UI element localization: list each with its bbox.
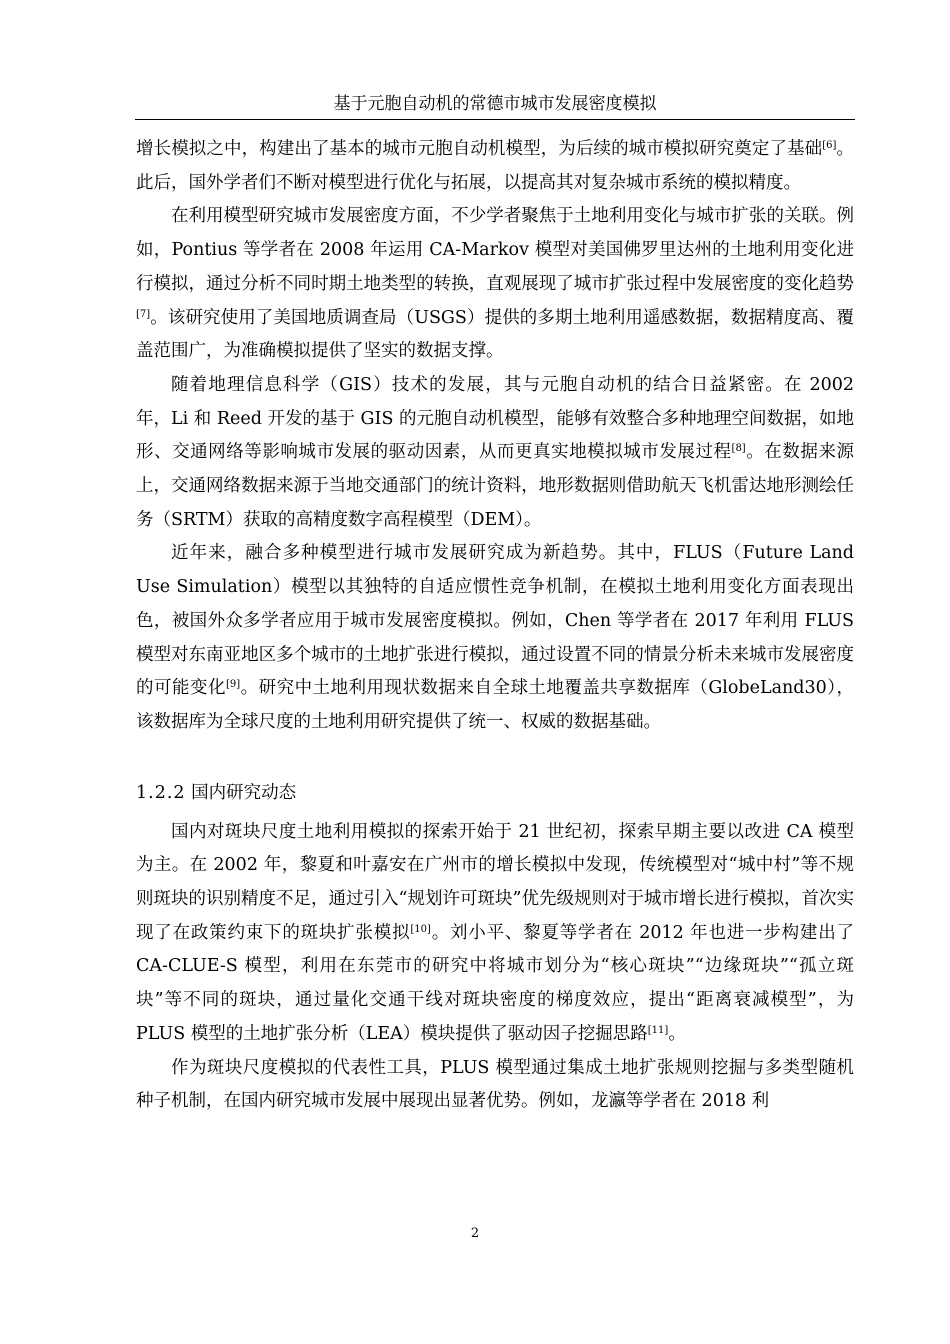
paragraph (136, 816, 854, 1052)
paragraph-text: 。在数据来源上，交通网络数据来源于当地交通部门的统计资料，地形数据则借助航天飞机雷达地形测绘任务（SRTM）获取的高精度数字高程模型（DEM）。 (136, 442, 854, 530)
running-header: 基于元胞自动机的常德市城市发展密度模拟 (333, 94, 657, 114)
header-rule (135, 119, 855, 120)
paragraph-text: 近年来，融合多种模型进行城市发展研究成为新趋势。其中，FLUS（Future Land Use Simulation）模型以其独特的自适应惯性竞争机制，在模拟土地利用变化方面表现出色，被国外众多学者应用于城市发展密度模拟。例如，Chen 等学者在 2017 年利用 FLUS 模型对东南亚地区多个城市的土地扩张进行模拟，通过设置不同的情景分析未来城市发展密度的可能变化 (136, 543, 854, 699)
paragraph-text: 国内对斑块尺度土地利用模拟的探索开始于 21 世纪初，探索早期主要以改进 CA 模型为主。在 2002 年，黎夏和叶嘉安在广州市的增长模拟中发现，传统模型对“城中村”等不规则斑块的识别精度不足，通过引入“规划许可斑块”优先级规则对于城市增长进行模拟，首次实现了在政策约束下的斑块扩张模拟 (136, 821, 854, 943)
section-heading (136, 778, 854, 808)
paragraph-text: 。此后，国外学者们不断对模型进行优化与拓展，以提高其对复杂城市系统的模拟精度。 (136, 139, 855, 193)
citation: [9] (225, 679, 241, 691)
section-number: 1.2.2 (136, 782, 186, 803)
paragraph-text: 增长模拟之中，构建出了基本的城市元胞自动机模型，为后续的城市模拟研究奠定了基础 (136, 139, 823, 159)
paragraph-text: 。该研究使用了美国地质调查局（USGS）提供的多期土地利用遥感数据，数据精度高、覆盖范围广，为准确模拟提供了坚实的数据支撑。 (136, 307, 854, 362)
citation: [11] (647, 1024, 669, 1036)
paragraph (136, 1052, 854, 1119)
paragraph-text: 。 (668, 1023, 686, 1044)
paragraph-text: 在利用模型研究城市发展密度方面，不少学者聚焦于土地利用变化与城市扩张的关联。例如，Pontius 等学者在 2008 年运用 CA-Markov 模型对美国佛罗里达州的土地利用变化进行模拟，通过分析不同时期土地类型的转换，直观展现了城市扩张过程中发展密度的变化趋势 (136, 206, 854, 294)
citation: [10] (410, 923, 431, 935)
body-text (136, 133, 854, 1119)
page-number: 2 (470, 1226, 480, 1241)
citation: [8] (731, 443, 746, 455)
paragraph (136, 537, 854, 739)
paragraph (136, 133, 854, 200)
paragraph-text: 。刘小平、黎夏等学者在 2012 年也进一步构建出了 CA-CLUE-S 模型，利用在东莞市的研究中将城市划分为“核心斑块”“边缘斑块”“孤立斑块”等不同的斑块，通过量化交通干线对斑块密度的梯度效应，提出“距离衰减模型”，为 PLUS 模型的土地扩张分析（LEA）模块提供了驱动因子挖掘思路 (136, 922, 855, 1044)
paragraph-text: 。研究中土地利用现状数据来自全球土地覆盖共享数据库（GlobeLand30），该数据库为全球尺度的土地利用研究提供了统一、权威的数据基础。 (136, 678, 855, 732)
paragraph (136, 200, 854, 369)
citation: [6] (822, 140, 837, 151)
paragraph (136, 369, 854, 538)
paragraph-text: 作为斑块尺度模拟的代表性工具，PLUS 模型通过集成土地扩张规则挖掘与多类型随机种子机制，在国内研究城市发展中展现出显著优势。例如，龙瀛等学者在 2018 利 (136, 1057, 854, 1112)
paragraph-text: 随着地理信息科学（GIS）技术的发展，其与元胞自动机的结合日益紧密。在 2002 年，Li 和 Reed 开发的基于 GIS 的元胞自动机模型，能够有效整合多种地理空间数据，如地形、交通网络等影响城市发展的驱动因素，从而更真实地模拟城市发展过程 (136, 374, 855, 463)
citation: [7] (136, 308, 151, 320)
section-title: 国内研究动态 (191, 782, 297, 803)
